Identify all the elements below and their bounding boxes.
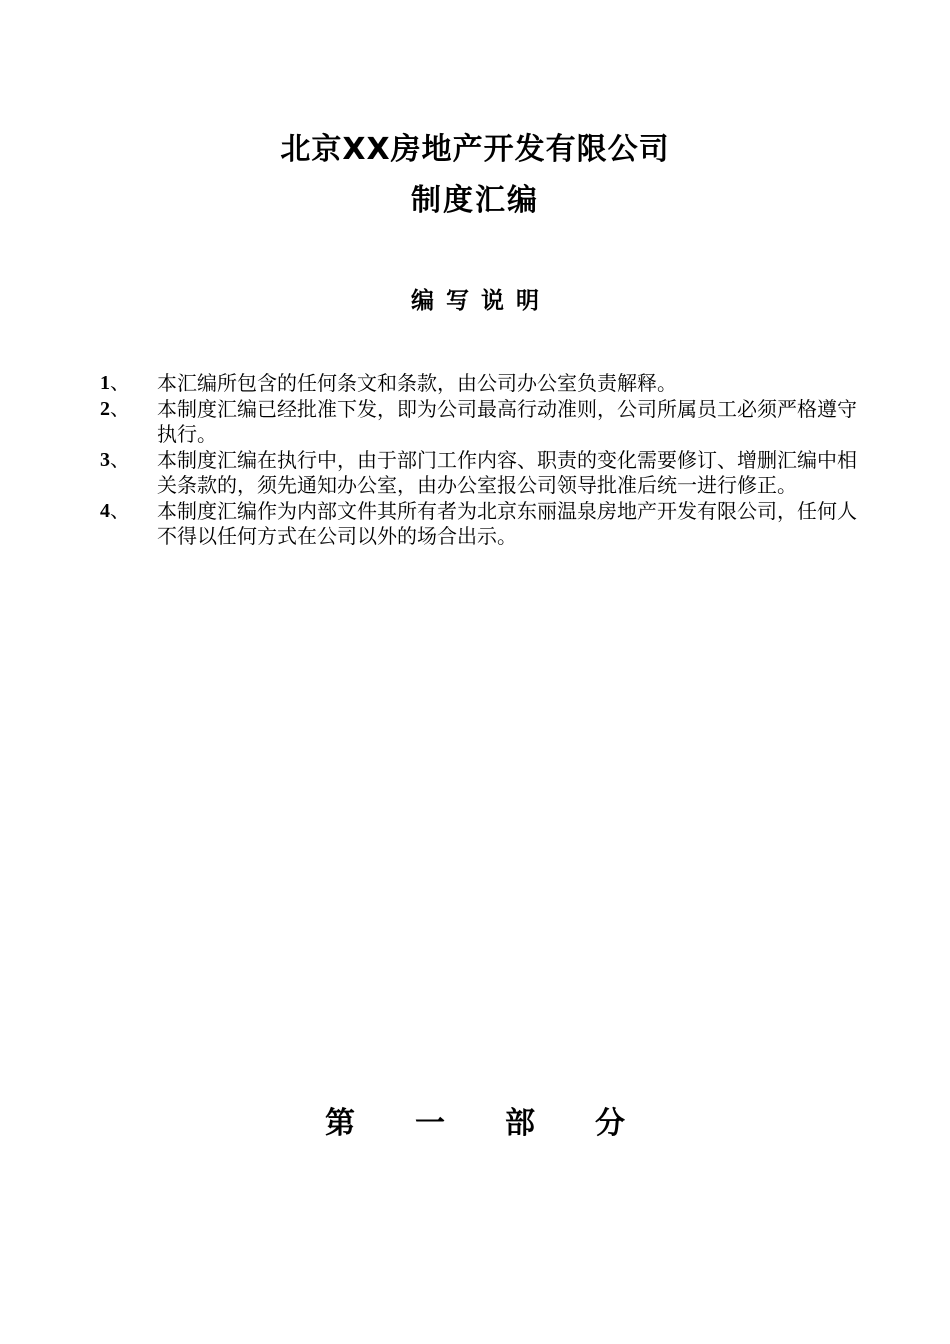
note-text: 本制度汇编在执行中，由于部门工作内容、职责的变化需要修订、增删汇编中相关条款的，须先通知办公室，由办公室报公司领导批准后统一进行修正。 (157, 447, 857, 497)
note-item (0, 371, 950, 397)
note-text: 本汇编所包含的任何条文和条款，由公司办公室负责解释。 (157, 371, 677, 395)
note-number: 2 (100, 397, 110, 420)
notes-heading: 编写说明 (411, 288, 551, 314)
part-heading-char: 分 (595, 1106, 625, 1141)
note-item (0, 448, 950, 499)
note-text: 本制度汇编作为内部文件其所有者为北京东丽温泉房地产开发有限公司，任何人不得以任何方式在公司以外的场合出示。 (157, 498, 857, 548)
note-number: 4 (100, 499, 110, 522)
note-text: 本制度汇编已经批准下发，即为公司最高行动准则，公司所属员工必须严格遵守执行。 (157, 396, 857, 446)
note-number: 3 (100, 448, 110, 471)
note-item (0, 499, 950, 550)
part-heading (0, 1104, 950, 1144)
document-subtitle: 制度汇编 (411, 183, 539, 218)
notes-list (0, 371, 950, 550)
note-number: 1 (100, 372, 110, 394)
note-separator: 、 (110, 448, 130, 471)
part-heading-char: 第 (325, 1106, 355, 1141)
note-separator: 、 (110, 372, 130, 394)
note-separator: 、 (110, 499, 130, 522)
document-title: 北京XX房地产开发有限公司 (280, 132, 670, 167)
part-heading-char: 部 (505, 1106, 535, 1141)
note-item (0, 397, 950, 448)
note-separator: 、 (110, 397, 130, 420)
part-heading-char: 一 (415, 1106, 445, 1141)
